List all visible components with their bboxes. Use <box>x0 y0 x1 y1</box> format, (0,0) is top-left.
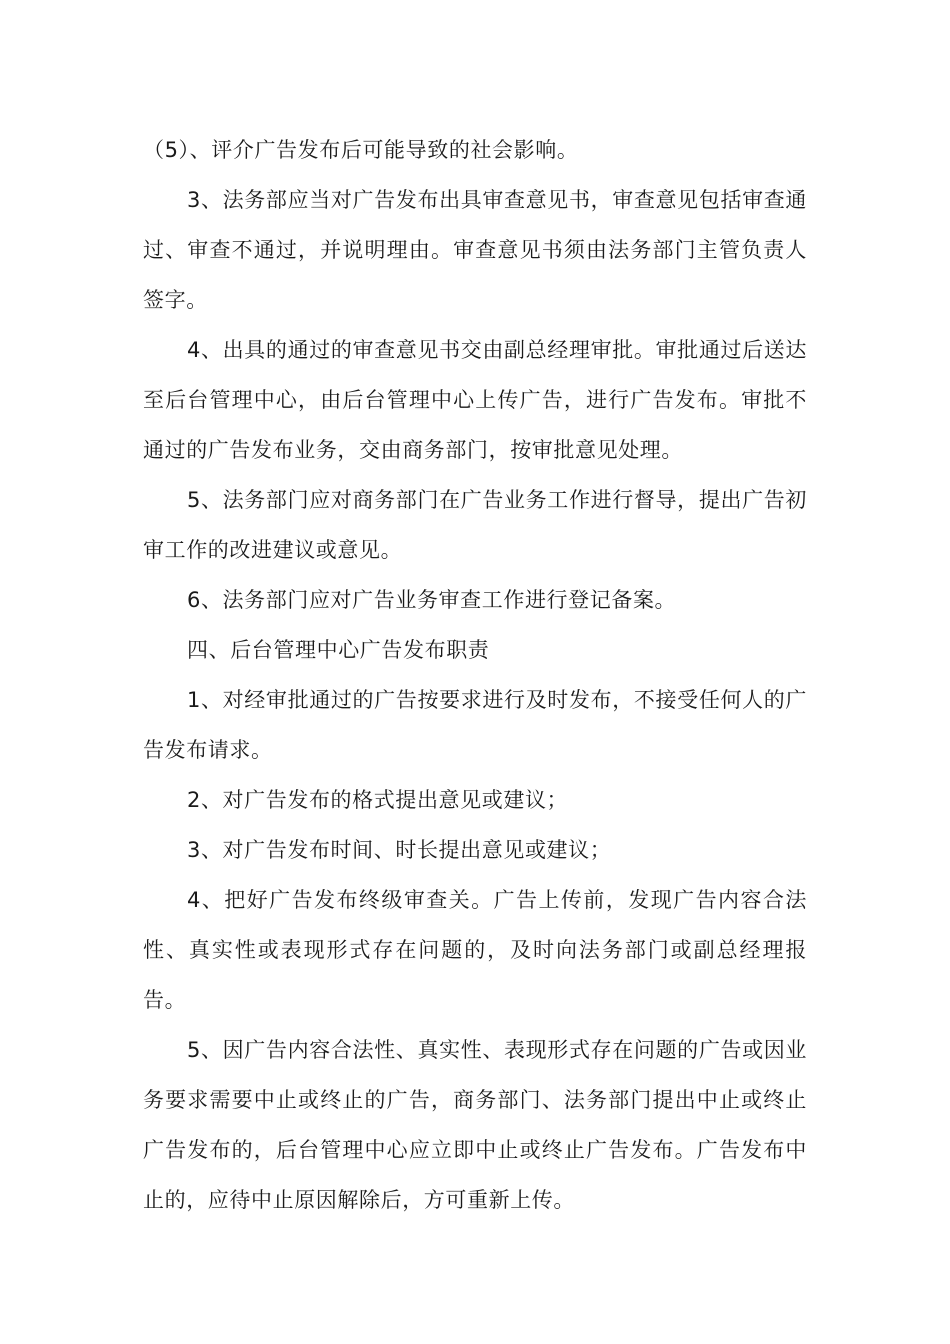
paragraph-legal-registration: 6、法务部门应对广告业务审查工作进行登记备案。 <box>187 588 677 612</box>
paragraph-time-duration-suggestions: 3、对广告发布时间、时长提出意见或建议； <box>187 838 612 862</box>
paragraph-final-review: 4、把好广告发布终级审查关。广告上传前，发现广告内容合法性、真实性或表现形式存在问题的，及时向法务部门或副总经理报告。 <box>143 888 807 1012</box>
section-heading-backend-duties: 四、后台管理中心广告发布职责 <box>187 638 490 662</box>
paragraph-item-5-social-impact: （5）、评介广告发布后可能导致的社会影响。 <box>143 138 579 162</box>
paragraph-suspension-termination: 5、因广告内容合法性、真实性、表现形式存在问题的广告或因业务要求需要中止或终止的广告，商务部门、法务部门提出中止或终止广告发布的，后台管理中心应立即中止或终止广告发布。广告发布中止的，应待中止原因解除后，方可重新上传。 <box>143 1038 807 1212</box>
paragraph-legal-supervision: 5、法务部门应对商务部门在广告业务工作进行督导，提出广告初审工作的改进建议或意见。 <box>143 488 807 562</box>
document-page <box>143 125 807 1225</box>
paragraph-legal-review-opinion: 3、法务部应当对广告发布出具审查意见书，审查意见包括审查通过、审查不通过，并说明理由。审查意见书须由法务部门主管负责人签字。 <box>143 188 807 312</box>
paragraph-vp-approval: 4、出具的通过的审查意见书交由副总经理审批。审批通过后送达至后台管理中心，由后台管理中心上传广告，进行广告发布。审批不通过的广告发布业务，交由商务部门，按审批意见处理。 <box>143 338 807 462</box>
paragraph-timely-publishing: 1、对经审批通过的广告按要求进行及时发布，不接受任何人的广告发布请求。 <box>143 688 807 762</box>
paragraph-format-suggestions: 2、对广告发布的格式提出意见或建议； <box>187 788 569 812</box>
